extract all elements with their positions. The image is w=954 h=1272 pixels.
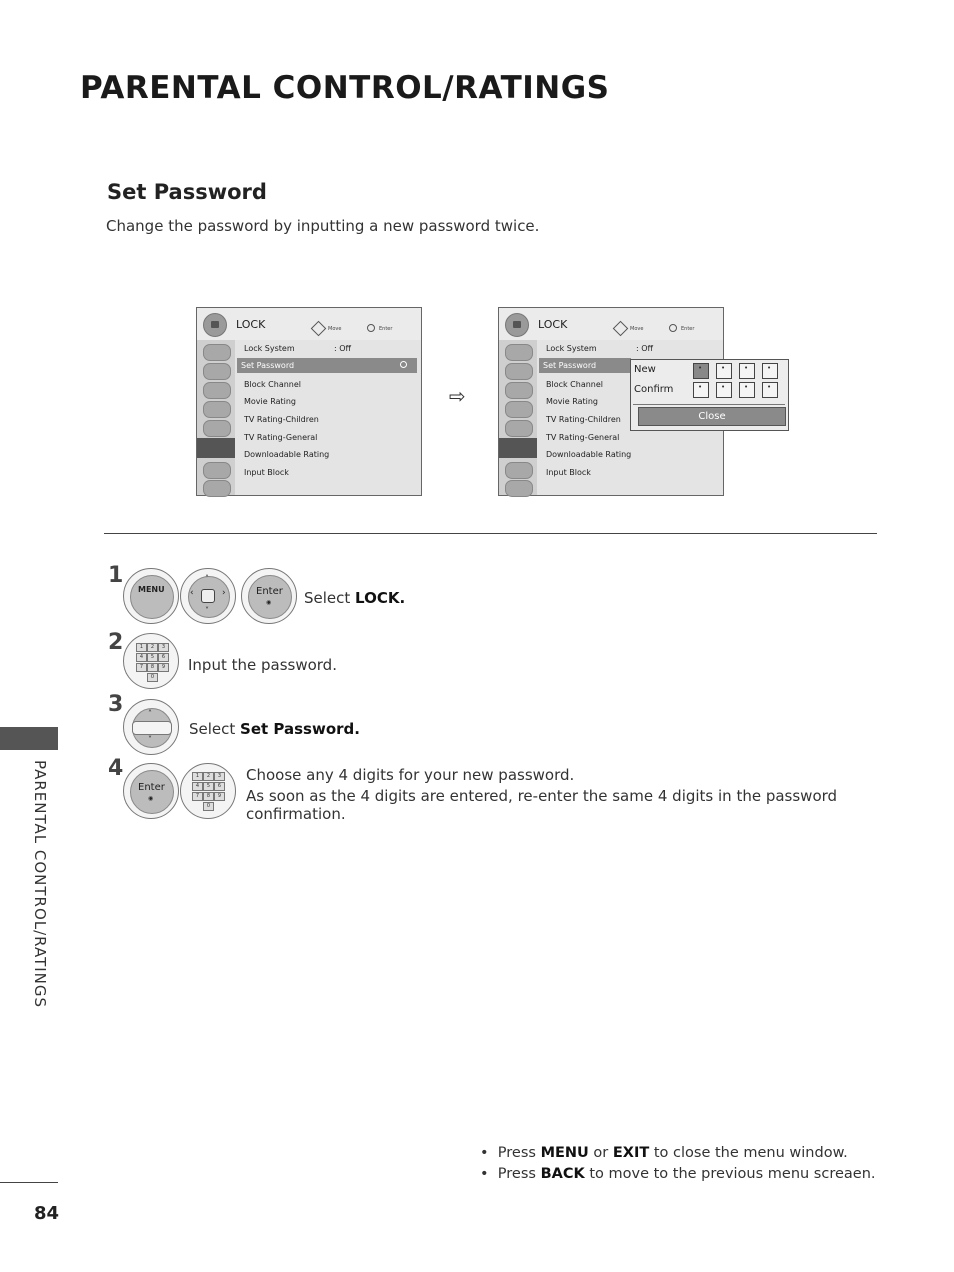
menu-title: LOCK	[538, 318, 568, 331]
step-1-text	[304, 589, 405, 607]
key-4: 4	[192, 782, 203, 791]
move-icon	[311, 321, 327, 337]
menu-header	[197, 308, 421, 340]
menu-item-downloadable-rating[interactable]: Downloadable Rating	[546, 450, 632, 459]
step-4-number: 4	[108, 756, 124, 781]
enter-key-label: Enter	[138, 782, 165, 793]
section-description: Change the password by inputting a new password twice.	[106, 217, 540, 235]
note-2-back: BACK	[540, 1166, 585, 1182]
enter-icon	[400, 361, 407, 368]
key-0: 0	[203, 802, 214, 811]
note-2-suffix: to move to the previous menu screaen.	[584, 1166, 876, 1182]
side-section-label	[19, 760, 59, 1030]
menu-item-set-password[interactable]	[539, 358, 631, 373]
nav-move-label: Move	[328, 326, 342, 332]
key-9: 9	[214, 792, 225, 801]
input-icon[interactable]	[203, 462, 231, 479]
set-password-label: Set Password	[543, 361, 597, 370]
option-icon[interactable]	[203, 420, 231, 437]
enter-icon	[367, 324, 375, 332]
menu-title: LOCK	[236, 318, 266, 331]
confirm-password-label: Confirm	[634, 384, 674, 395]
lock-system-value: : Off	[636, 344, 654, 353]
key-2: 2	[203, 772, 214, 781]
menu-button-graphic	[123, 568, 179, 624]
page-title: PARENTAL CONTROL/RATINGS	[80, 70, 610, 106]
key-9: 9	[158, 663, 169, 672]
menu-item-tv-rating-children[interactable]: TV Rating-Children	[546, 415, 621, 424]
key-0: 0	[147, 673, 158, 682]
lock-icon	[203, 313, 227, 337]
input-icon[interactable]	[505, 462, 533, 479]
step-3-number: 3	[108, 692, 124, 717]
key-5: 5	[147, 653, 158, 662]
note-1: • Press MENU or EXIT to close the menu window.	[480, 1145, 848, 1161]
key-4: 4	[136, 653, 147, 662]
step-4-line-1: Choose any 4 digits for your new password.	[246, 766, 575, 784]
new-digit-1[interactable]	[693, 363, 709, 379]
ok-key	[201, 589, 215, 603]
menu-key-label: MENU	[138, 585, 165, 594]
number-keypad-graphic	[180, 763, 236, 819]
menu-item-movie-rating[interactable]: Movie Rating	[546, 397, 599, 406]
side-section-text: PARENTAL CONTROL/RATINGS	[31, 760, 49, 1009]
key-6: 6	[158, 653, 169, 662]
key-6: 6	[214, 782, 225, 791]
key-3: 3	[214, 772, 225, 781]
up-arrow-icon: ˄	[205, 574, 209, 583]
new-digit-3[interactable]	[739, 363, 755, 379]
step-3-bold: Set Password.	[240, 720, 360, 738]
key-8: 8	[147, 663, 158, 672]
up-arrow-icon: ˄	[148, 709, 152, 718]
lock-menu-screen-before	[196, 307, 422, 496]
step-4-line-3: confirmation.	[246, 805, 346, 823]
new-password-label: New	[634, 364, 656, 375]
down-arrow-icon: ˅	[205, 606, 209, 615]
enter-dot-icon: ◉	[148, 795, 154, 802]
menu-item-movie-rating[interactable]: Movie Rating	[244, 397, 297, 406]
menu-header	[499, 308, 723, 340]
ok-key	[132, 721, 172, 735]
lock-system-value: : Off	[334, 344, 352, 353]
time-icon[interactable]	[203, 401, 231, 418]
menu-item-input-block[interactable]: Input Block	[546, 468, 591, 477]
note-1-or: or	[588, 1145, 613, 1161]
note-1-exit: EXIT	[612, 1145, 650, 1161]
time-icon[interactable]	[505, 401, 533, 418]
screen-icon[interactable]	[505, 363, 533, 380]
note-1-menu: MENU	[540, 1145, 589, 1161]
menu-sidebar	[197, 340, 235, 495]
usb-icon[interactable]	[505, 480, 533, 497]
step-1-bold: LOCK.	[355, 589, 406, 607]
page-number-rule	[0, 1182, 58, 1183]
right-arrow-icon: ›	[222, 588, 226, 598]
navigation-button-graphic	[180, 568, 236, 624]
option-icon[interactable]	[505, 420, 533, 437]
key-1: 1	[136, 643, 147, 652]
nav-enter-label: Enter	[379, 326, 393, 332]
lock-menu-icon[interactable]	[499, 438, 537, 458]
nav-enter-label: Enter	[681, 326, 695, 332]
key-3: 3	[158, 643, 169, 652]
lock-icon	[505, 313, 529, 337]
menu-key	[130, 575, 174, 619]
note-2: • Press BACK to move to the previous menu screaen.	[480, 1166, 876, 1182]
step-3-text	[189, 720, 360, 738]
enter-key-label: Enter	[256, 586, 283, 597]
move-icon	[613, 321, 629, 337]
popup-divider	[633, 404, 785, 405]
down-arrow-icon: ˅	[148, 735, 152, 744]
confirm-digit-3[interactable]	[739, 382, 755, 398]
arrow-right-icon: ⇨	[449, 384, 466, 408]
screen-icon[interactable]	[203, 363, 231, 380]
enter-dot-icon: ◉	[266, 599, 272, 606]
side-tab-marker	[0, 727, 58, 750]
section-title: Set Password	[107, 180, 267, 204]
key-5: 5	[203, 782, 214, 791]
note-2-prefix: Press	[497, 1166, 541, 1182]
menu-item-input-block[interactable]: Input Block	[244, 468, 289, 477]
key-7: 7	[192, 792, 203, 801]
usb-icon[interactable]	[203, 480, 231, 497]
lock-menu-icon[interactable]	[197, 438, 235, 458]
nav-move-label: Move	[630, 326, 644, 332]
enter-key	[248, 575, 292, 619]
menu-item-block-channel[interactable]: Block Channel	[546, 380, 604, 389]
key-7: 7	[136, 663, 147, 672]
menu-sidebar	[499, 340, 537, 495]
confirm-digit-2[interactable]	[716, 382, 732, 398]
set-password-label: Set Password	[241, 361, 295, 370]
page-number: 84	[34, 1203, 60, 1224]
confirm-digit-4[interactable]	[762, 382, 778, 398]
audio-icon[interactable]	[505, 382, 533, 399]
section-divider	[104, 533, 877, 534]
number-keypad-graphic	[123, 633, 179, 689]
menu-item-set-password[interactable]	[237, 358, 417, 373]
enter-button-graphic	[123, 763, 179, 819]
confirm-digit-1[interactable]	[693, 382, 709, 398]
new-digit-2[interactable]	[716, 363, 732, 379]
step-4-line-2: As soon as the 4 digits are entered, re-enter the same 4 digits in the password	[246, 787, 838, 805]
note-1-suffix: to close the menu window.	[649, 1145, 848, 1161]
up-down-button-graphic	[123, 699, 179, 755]
audio-icon[interactable]	[203, 382, 231, 399]
step-1-number: 1	[108, 563, 124, 588]
menu-item-tv-rating-children[interactable]: TV Rating-Children	[244, 415, 319, 424]
step-3-prefix: Select	[189, 720, 241, 738]
menu-item-downloadable-rating[interactable]: Downloadable Rating	[244, 450, 330, 459]
key-1: 1	[192, 772, 203, 781]
step-1-prefix: Select	[304, 589, 356, 607]
step-2-text: Input the password.	[188, 656, 337, 674]
menu-item-lock-system[interactable]: Lock System	[546, 344, 597, 353]
picture-icon[interactable]	[203, 344, 231, 361]
menu-item-lock-system[interactable]: Lock System	[244, 344, 295, 353]
step-2-number: 2	[108, 630, 124, 655]
picture-icon[interactable]	[505, 344, 533, 361]
key-8: 8	[203, 792, 214, 801]
left-arrow-icon: ‹	[190, 588, 194, 598]
enter-icon	[669, 324, 677, 332]
menu-item-block-channel[interactable]: Block Channel	[244, 380, 302, 389]
menu-item-tv-rating-general[interactable]: TV Rating-General	[244, 433, 318, 442]
menu-item-tv-rating-general[interactable]: TV Rating-General	[546, 433, 620, 442]
enter-button-graphic	[241, 568, 297, 624]
close-button[interactable]: Close	[638, 407, 786, 426]
note-1-prefix: Press	[497, 1145, 541, 1161]
password-popup	[630, 359, 789, 431]
new-digit-4[interactable]	[762, 363, 778, 379]
key-2: 2	[147, 643, 158, 652]
